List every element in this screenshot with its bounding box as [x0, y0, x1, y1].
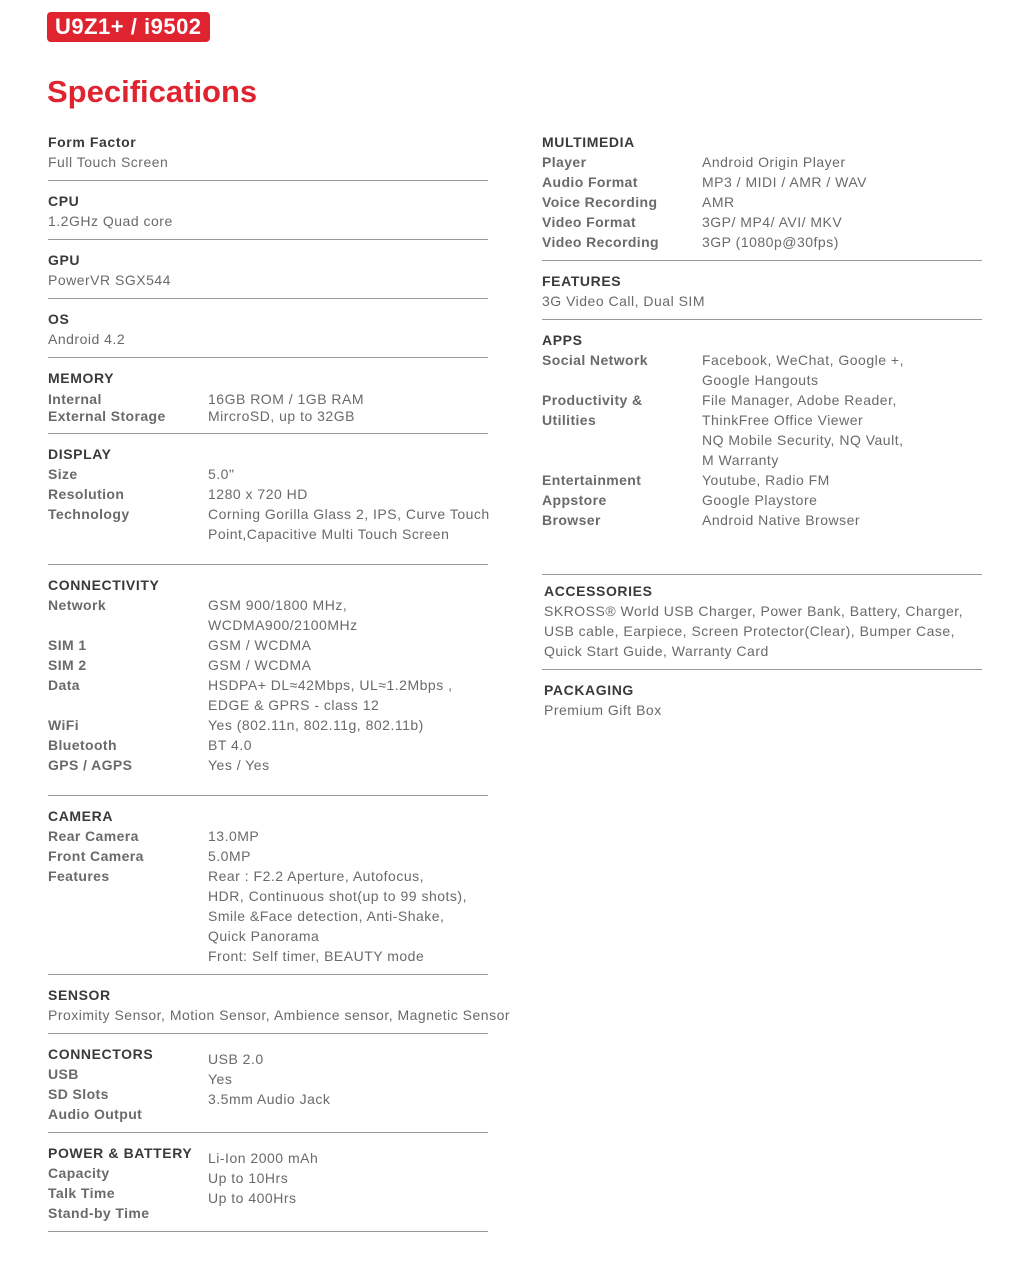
spec-value: ThinkFree Office Viewer	[702, 412, 864, 428]
section-value: Premium Gift Box	[544, 702, 662, 718]
power-battery-section	[48, 1143, 488, 1232]
spec-value-group	[208, 866, 467, 966]
section-title: MEMORY	[48, 370, 115, 386]
section-value: Quick Start Guide, Warranty Card	[544, 643, 769, 659]
spec-value: Point,Capacitive Multi Touch Screen	[208, 526, 450, 542]
spec-value: GSM / WCDMA	[208, 637, 312, 653]
model-badge: U9Z1+ / i9502	[47, 12, 210, 42]
spec-row	[542, 390, 982, 470]
cpu-section	[48, 191, 488, 240]
section-title: MULTIMEDIA	[542, 134, 635, 150]
spec-value: 1280 x 720 HD	[208, 486, 308, 502]
spec-value: BT 4.0	[208, 737, 252, 753]
spec-label: Rear Camera	[48, 828, 139, 844]
section-title: GPU	[48, 252, 81, 268]
section-title: FEATURES	[542, 273, 622, 289]
spec-label: Talk Time	[48, 1185, 115, 1201]
spec-row	[542, 490, 982, 510]
section-title: CAMERA	[48, 808, 114, 824]
spec-label: External Storage	[48, 408, 166, 424]
spec-row	[48, 635, 488, 655]
spec-label: WiFi	[48, 717, 80, 733]
spec-value: Up to 400Hrs	[208, 1190, 297, 1206]
section-title: APPS	[542, 332, 583, 348]
spec-value: 3GP (1080p@30fps)	[702, 234, 839, 250]
value-group	[208, 1044, 330, 1124]
spec-label: Video Format	[542, 214, 637, 230]
spec-label: Appstore	[542, 492, 607, 508]
spec-row	[542, 172, 982, 192]
accessories-section	[542, 574, 982, 670]
spec-label: Voice Recording	[542, 194, 658, 210]
spec-label: Utilities	[542, 412, 597, 428]
section-title: PACKAGING	[544, 682, 634, 698]
spec-row	[48, 408, 488, 425]
spec-row	[542, 152, 982, 172]
spec-label: Player	[542, 154, 587, 170]
spec-label: Data	[48, 677, 80, 693]
spec-value: Yes	[208, 1071, 233, 1087]
spec-value: Android Origin Player	[702, 154, 846, 170]
features-section	[542, 271, 982, 320]
spec-row	[48, 484, 488, 504]
section-title: CONNECTORS	[48, 1046, 154, 1062]
spec-value: Quick Panorama	[208, 928, 320, 944]
display-section	[48, 444, 488, 565]
spec-row	[48, 866, 488, 966]
gpu-section	[48, 250, 488, 299]
spec-value: Youtube, Radio FM	[702, 472, 830, 488]
spec-row	[48, 735, 488, 755]
section-value: Android 4.2	[48, 331, 126, 347]
spec-label: Audio Output	[48, 1106, 143, 1122]
spec-row	[48, 826, 488, 846]
spec-value: Facebook, WeChat, Google +,	[702, 352, 904, 368]
spec-value: EDGE & GPRS - class 12	[208, 697, 380, 713]
section-title: CPU	[48, 193, 80, 209]
spec-value: USB 2.0	[208, 1051, 264, 1067]
spec-value: GSM 900/1800 MHz,	[208, 597, 348, 613]
spec-row	[48, 846, 488, 866]
spec-value: 5.0MP	[208, 848, 251, 864]
spec-value: HSDPA+ DL≈42Mbps, UL≈1.2Mbps ,	[208, 677, 453, 693]
spec-label: Resolution	[48, 486, 125, 502]
spec-label: Social Network	[542, 352, 648, 368]
section-value: 3G Video Call, Dual SIM	[542, 293, 705, 309]
spec-label: Network	[48, 597, 107, 613]
spec-value: Smile &Face detection, Anti-Shake,	[208, 908, 445, 924]
value-group	[208, 1143, 318, 1223]
spec-label: SD Slots	[48, 1086, 109, 1102]
spec-row	[48, 715, 488, 735]
spec-value: File Manager, Adobe Reader,	[702, 392, 897, 408]
label-group	[48, 1044, 208, 1124]
spec-row	[48, 595, 488, 635]
spec-label: USB	[48, 1066, 79, 1082]
spec-value: 16GB ROM / 1GB RAM	[208, 391, 365, 407]
spec-row	[542, 192, 982, 212]
spec-value: Android Native Browser	[702, 512, 861, 528]
spec-value-group	[208, 675, 452, 715]
spec-row	[542, 510, 982, 530]
spec-label: SIM 1	[48, 637, 87, 653]
spec-label: Entertainment	[542, 472, 642, 488]
spec-label: Stand-by Time	[48, 1205, 150, 1221]
spec-value-group	[702, 390, 903, 470]
spec-row	[48, 755, 488, 775]
spec-label: Technology	[48, 506, 130, 522]
left-column	[48, 132, 511, 1242]
section-value: PowerVR SGX544	[48, 272, 171, 288]
spec-label: Audio Format	[542, 174, 638, 190]
spec-value: M Warranty	[702, 452, 779, 468]
spec-value: NQ Mobile Security, NQ Vault,	[702, 432, 904, 448]
spec-value-group	[702, 350, 904, 390]
connectors-section	[48, 1044, 488, 1133]
section-title: OS	[48, 311, 70, 327]
spec-label: Front Camera	[48, 848, 144, 864]
section-title: ACCESSORIES	[544, 583, 653, 599]
spec-label: Features	[48, 868, 110, 884]
packaging-section	[542, 680, 982, 728]
spec-row	[542, 350, 982, 390]
multimedia-section	[542, 132, 982, 261]
section-value: USB cable, Earpiece, Screen Protector(Clear), Bumper Case,	[544, 623, 956, 639]
label-group	[542, 390, 702, 470]
spec-row	[48, 675, 488, 715]
spec-value: Yes / Yes	[208, 757, 270, 773]
spec-row	[48, 504, 488, 544]
spec-row	[48, 391, 488, 408]
spec-value: WCDMA900/2100MHz	[208, 617, 358, 633]
spec-label: SIM 2	[48, 657, 87, 673]
right-column	[542, 132, 982, 738]
spec-value: 5.0"	[208, 466, 235, 482]
spec-row	[542, 212, 982, 232]
spec-value: Up to 10Hrs	[208, 1170, 289, 1186]
os-section	[48, 309, 488, 358]
section-value: Full Touch Screen	[48, 154, 169, 170]
spec-value: GSM / WCDMA	[208, 657, 312, 673]
section-title: DISPLAY	[48, 446, 112, 462]
spec-value: MircroSD, up to 32GB	[208, 408, 355, 424]
spec-value: Rear : F2.2 Aperture, Autofocus,	[208, 868, 424, 884]
spec-row	[48, 655, 488, 675]
spec-value: Front: Self timer, BEAUTY mode	[208, 948, 425, 964]
spec-value-group	[208, 595, 358, 635]
spec-value-group	[208, 504, 490, 544]
form-factor-section	[48, 132, 488, 181]
spec-label: Bluetooth	[48, 737, 117, 753]
section-value: Proximity Sensor, Motion Sensor, Ambience sensor, Magnetic Sensor	[48, 1007, 511, 1023]
section-title: POWER & BATTERY	[48, 1145, 193, 1161]
spec-value: 3.5mm Audio Jack	[208, 1091, 331, 1107]
label-group	[48, 1143, 208, 1223]
spec-label: Capacity	[48, 1165, 110, 1181]
spec-value: Li-Ion 2000 mAh	[208, 1150, 319, 1166]
apps-section	[542, 330, 982, 574]
spec-label: GPS / AGPS	[48, 757, 133, 773]
section-value: 1.2GHz Quad core	[48, 213, 173, 229]
spec-label: Video Recording	[542, 234, 659, 250]
memory-section	[48, 368, 488, 434]
sensor-section	[48, 985, 511, 1034]
spec-label: Size	[48, 466, 78, 482]
spec-value: Yes (802.11n, 802.11g, 802.11b)	[208, 717, 424, 733]
spec-value: MP3 / MIDI / AMR / WAV	[702, 174, 868, 190]
page-title: Specifications	[47, 74, 258, 109]
spec-value: AMR	[702, 194, 735, 210]
spec-block	[48, 1143, 488, 1223]
camera-section	[48, 806, 488, 975]
spec-label: Browser	[542, 512, 601, 528]
spec-label: Productivity &	[542, 392, 643, 408]
spec-value: HDR, Continuous shot(up to 99 shots),	[208, 888, 467, 904]
spec-label: Internal	[48, 391, 102, 407]
spec-block	[48, 1044, 488, 1124]
spec-value: Google Playstore	[702, 492, 818, 508]
spec-value: Corning Gorilla Glass 2, IPS, Curve Touch	[208, 506, 490, 522]
section-title: Form Factor	[48, 134, 137, 150]
spec-value: 3GP/ MP4/ AVI/ MKV	[702, 214, 843, 230]
spec-row	[542, 232, 982, 252]
section-title: SENSOR	[48, 987, 111, 1003]
spec-value: Google Hangouts	[702, 372, 819, 388]
connectivity-section	[48, 575, 488, 796]
section-value: SKROSS® World USB Charger, Power Bank, Battery, Charger,	[544, 603, 964, 619]
spec-row	[48, 464, 488, 484]
spec-value: 13.0MP	[208, 828, 260, 844]
section-title: CONNECTIVITY	[48, 577, 160, 593]
spec-row	[542, 470, 982, 490]
